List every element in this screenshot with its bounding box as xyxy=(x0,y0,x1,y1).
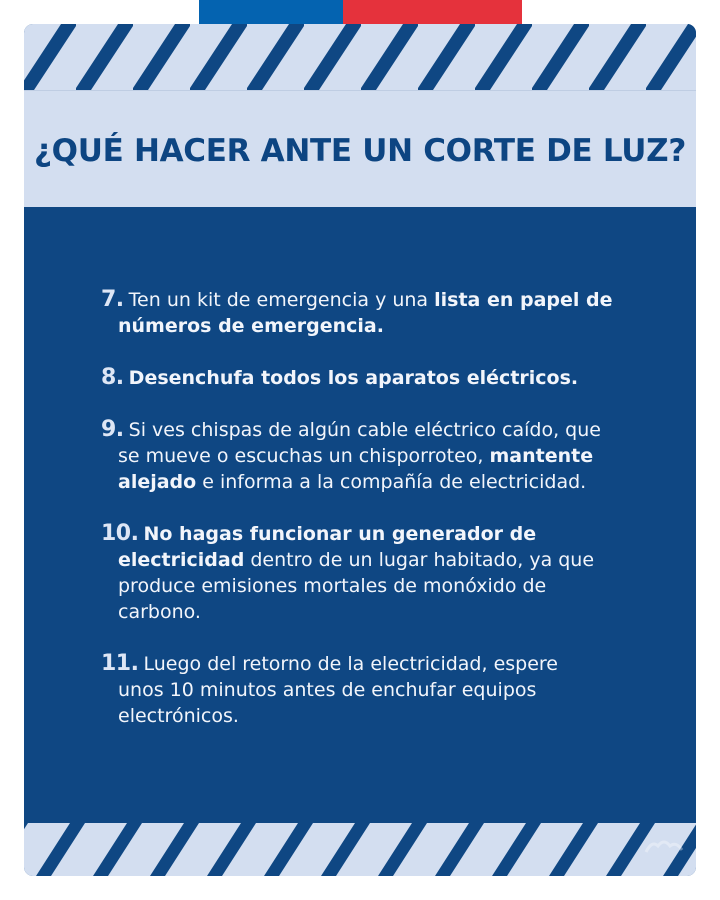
top-stripes-decoration xyxy=(24,24,696,90)
tip-line xyxy=(101,443,661,469)
flag-red-bar xyxy=(343,0,522,24)
tip-line xyxy=(101,599,661,625)
tip-text: unos 10 minutos antes de enchufar equipos xyxy=(118,679,537,701)
tip-text: e informa a la compañía de electricidad. xyxy=(196,471,587,493)
tip-text: Ten un kit de emergencia y una xyxy=(128,289,435,311)
tip-item xyxy=(101,365,661,391)
tip-item xyxy=(101,287,661,339)
tip-line xyxy=(101,573,661,599)
tip-number: 7. xyxy=(101,287,124,312)
tip-line xyxy=(101,417,661,443)
tip-number: 8. xyxy=(101,365,124,390)
flag-blue-bar xyxy=(199,0,343,24)
tip-text: Si ves chispas de algún cable eléctrico caído, que xyxy=(128,419,601,441)
watermark-logo-icon xyxy=(644,838,684,856)
tip-text-bold: lista en papel de xyxy=(434,289,613,311)
tip-text-bold: números de emergencia. xyxy=(118,315,384,337)
tip-line xyxy=(101,365,661,391)
tip-text-bold: electricidad xyxy=(118,549,245,571)
bottom-stripes-decoration xyxy=(24,823,696,876)
tip-text: se mueve o escuchas un chisporroteo, xyxy=(118,445,490,467)
tip-item xyxy=(101,417,661,495)
tip-line xyxy=(101,313,661,339)
tip-line xyxy=(101,703,661,729)
tip-line xyxy=(101,469,661,495)
tip-text: produce emisiones mortales de monóxido de xyxy=(118,575,547,597)
tip-line xyxy=(101,547,661,573)
title-band xyxy=(24,90,696,207)
tip-line xyxy=(101,287,661,313)
page-title: ¿QUÉ HACER ANTE UN CORTE DE LUZ? xyxy=(33,133,687,169)
tip-text-bold: Desenchufa todos los aparatos eléctricos. xyxy=(128,367,579,389)
tip-line xyxy=(101,677,661,703)
tip-item xyxy=(101,521,661,625)
tip-text: Luego del retorno de la electricidad, espere xyxy=(143,653,558,675)
tip-text-bold: No hagas funcionar un generador de xyxy=(143,523,537,545)
tip-text-bold: alejado xyxy=(118,471,197,493)
tip-line xyxy=(101,651,661,677)
tip-number: 9. xyxy=(101,417,124,442)
tip-number: 11. xyxy=(101,651,139,676)
info-card xyxy=(24,24,696,876)
tip-text: electrónicos. xyxy=(118,705,239,727)
tip-item xyxy=(101,651,661,729)
tip-text: dentro de un lugar habitado, ya que xyxy=(244,549,595,571)
tip-text: carbono. xyxy=(118,601,201,623)
tip-text-bold: mantente xyxy=(489,445,594,467)
tip-number: 10. xyxy=(101,521,139,546)
tip-line xyxy=(101,521,661,547)
tips-list xyxy=(101,287,661,755)
